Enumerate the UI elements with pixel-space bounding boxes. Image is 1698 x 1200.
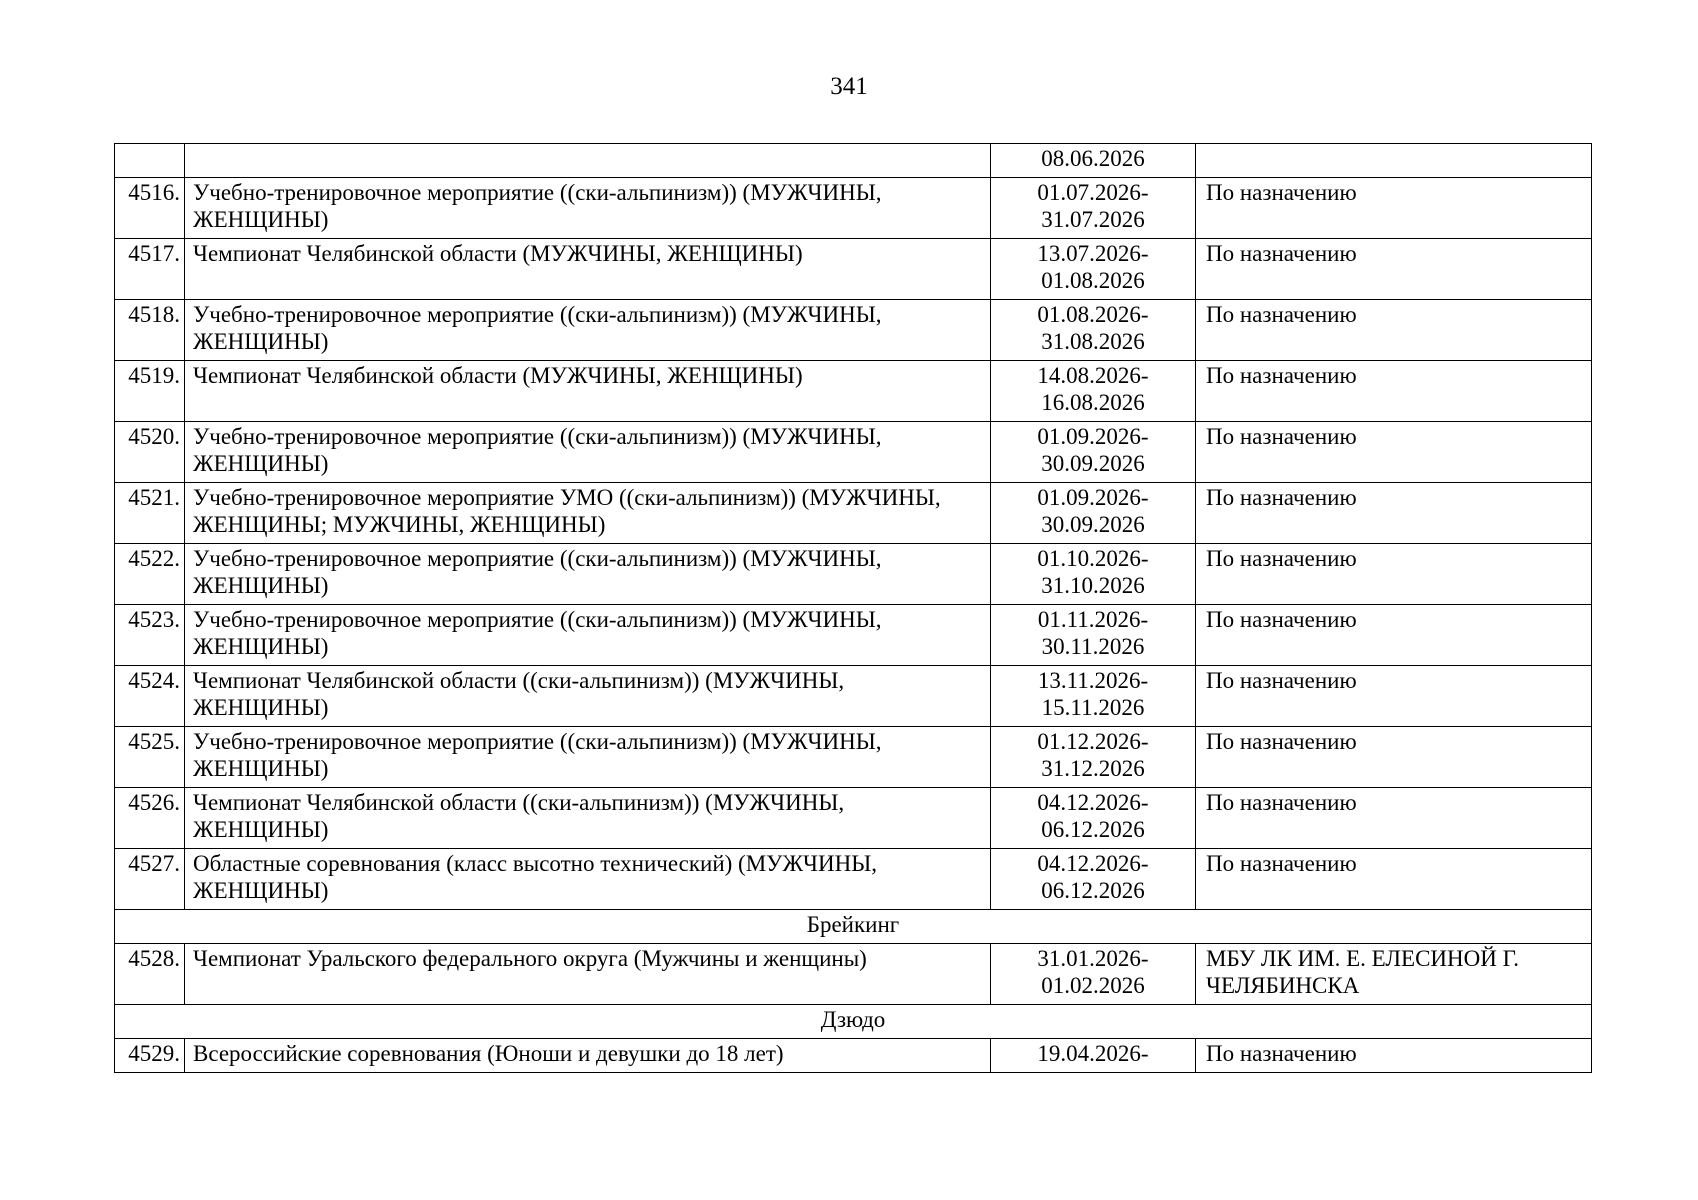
event-dates: 01.08.2026- 31.08.2026 bbox=[991, 300, 1196, 361]
row-number: 4519. bbox=[115, 361, 185, 422]
table-row bbox=[115, 1039, 1592, 1073]
section-header-row bbox=[115, 910, 1592, 944]
event-dates: 13.07.2026- 01.08.2026 bbox=[991, 239, 1196, 300]
table-row bbox=[115, 144, 1592, 178]
event-name: Учебно-тренировочное мероприятие ((ски-альпинизм)) (МУЖЧИНЫ, ЖЕНЩИНЫ) bbox=[185, 727, 991, 788]
event-dates: 08.06.2026 bbox=[991, 144, 1196, 178]
table-row bbox=[115, 178, 1592, 239]
row-number: 4520. bbox=[115, 422, 185, 483]
events-table bbox=[114, 143, 1592, 1073]
table-row bbox=[115, 727, 1592, 788]
event-place: По назначению bbox=[1196, 544, 1592, 605]
table-row bbox=[115, 483, 1592, 544]
event-name: Учебно-тренировочное мероприятие УМО ((ски-альпинизм)) (МУЖЧИНЫ, ЖЕНЩИНЫ; МУЖЧИНЫ, ЖЕНЩИНЫ) bbox=[185, 483, 991, 544]
event-place bbox=[1196, 144, 1592, 178]
row-number: 4518. bbox=[115, 300, 185, 361]
table-row bbox=[115, 605, 1592, 666]
event-place: По назначению bbox=[1196, 422, 1592, 483]
row-number: 4526. bbox=[115, 788, 185, 849]
table-row bbox=[115, 300, 1592, 361]
event-dates: 04.12.2026- 06.12.2026 bbox=[991, 788, 1196, 849]
event-place: По назначению bbox=[1196, 788, 1592, 849]
event-dates: 01.09.2026- 30.09.2026 bbox=[991, 483, 1196, 544]
table-row bbox=[115, 239, 1592, 300]
event-name: Учебно-тренировочное мероприятие ((ски-альпинизм)) (МУЖЧИНЫ, ЖЕНЩИНЫ) bbox=[185, 605, 991, 666]
event-place: По назначению bbox=[1196, 483, 1592, 544]
row-number: 4523. bbox=[115, 605, 185, 666]
event-name: Чемпионат Челябинской области (МУЖЧИНЫ, ЖЕНЩИНЫ) bbox=[185, 239, 991, 300]
table-row bbox=[115, 944, 1592, 1005]
page-number: 341 bbox=[830, 73, 868, 100]
row-number: 4521. bbox=[115, 483, 185, 544]
row-number: 4522. bbox=[115, 544, 185, 605]
event-name: Чемпионат Уральского федерального округа (Мужчины и женщины) bbox=[185, 944, 991, 1005]
events-table-body bbox=[115, 144, 1592, 1073]
event-dates: 01.12.2026- 31.12.2026 bbox=[991, 727, 1196, 788]
event-place: По назначению bbox=[1196, 300, 1592, 361]
event-name: Всероссийские соревнования (Юноши и девушки до 18 лет) bbox=[185, 1039, 991, 1073]
event-dates: 13.11.2026- 15.11.2026 bbox=[991, 666, 1196, 727]
event-place: МБУ ЛК ИМ. Е. ЕЛЕСИНОЙ Г. ЧЕЛЯБИНСКА bbox=[1196, 944, 1592, 1005]
event-name: Учебно-тренировочное мероприятие ((ски-альпинизм)) (МУЖЧИНЫ, ЖЕНЩИНЫ) bbox=[185, 422, 991, 483]
row-number: 4525. bbox=[115, 727, 185, 788]
event-name: Учебно-тренировочное мероприятие ((ски-альпинизм)) (МУЖЧИНЫ, ЖЕНЩИНЫ) bbox=[185, 178, 991, 239]
event-dates: 01.11.2026- 30.11.2026 bbox=[991, 605, 1196, 666]
table-row bbox=[115, 361, 1592, 422]
event-place: По назначению bbox=[1196, 849, 1592, 910]
event-name: Областные соревнования (класс высотно технический) (МУЖЧИНЫ, ЖЕНЩИНЫ) bbox=[185, 849, 991, 910]
event-place: По назначению bbox=[1196, 361, 1592, 422]
event-name: Учебно-тренировочное мероприятие ((ски-альпинизм)) (МУЖЧИНЫ, ЖЕНЩИНЫ) bbox=[185, 300, 991, 361]
event-dates: 19.04.2026- bbox=[991, 1039, 1196, 1073]
section-title-judo: Дзюдо bbox=[115, 1005, 1592, 1039]
event-name: Чемпионат Челябинской области ((ски-альпинизм)) (МУЖЧИНЫ, ЖЕНЩИНЫ) bbox=[185, 666, 991, 727]
table-row bbox=[115, 666, 1592, 727]
event-dates: 01.09.2026- 30.09.2026 bbox=[991, 422, 1196, 483]
table-row bbox=[115, 849, 1592, 910]
event-place: По назначению bbox=[1196, 239, 1592, 300]
table-row bbox=[115, 544, 1592, 605]
event-dates: 01.10.2026- 31.10.2026 bbox=[991, 544, 1196, 605]
row-number: 4524. bbox=[115, 666, 185, 727]
row-number: 4528. bbox=[115, 944, 185, 1005]
event-name: Учебно-тренировочное мероприятие ((ски-альпинизм)) (МУЖЧИНЫ, ЖЕНЩИНЫ) bbox=[185, 544, 991, 605]
event-name bbox=[185, 144, 991, 178]
event-place: По назначению bbox=[1196, 666, 1592, 727]
event-dates: 14.08.2026- 16.08.2026 bbox=[991, 361, 1196, 422]
event-name: Чемпионат Челябинской области (МУЖЧИНЫ, ЖЕНЩИНЫ) bbox=[185, 361, 991, 422]
row-number: 4517. bbox=[115, 239, 185, 300]
row-number: 4516. bbox=[115, 178, 185, 239]
event-dates: 01.07.2026- 31.07.2026 bbox=[991, 178, 1196, 239]
event-place: По назначению bbox=[1196, 605, 1592, 666]
section-header-row bbox=[115, 1005, 1592, 1039]
row-number: 4529. bbox=[115, 1039, 185, 1073]
event-place: По назначению bbox=[1196, 727, 1592, 788]
event-dates: 31.01.2026- 01.02.2026 bbox=[991, 944, 1196, 1005]
event-place: По назначению bbox=[1196, 178, 1592, 239]
table-row bbox=[115, 788, 1592, 849]
event-place: По назначению bbox=[1196, 1039, 1592, 1073]
row-number: 4527. bbox=[115, 849, 185, 910]
section-title-breaking: Брейкинг bbox=[115, 910, 1592, 944]
row-number bbox=[115, 144, 185, 178]
event-dates: 04.12.2026- 06.12.2026 bbox=[991, 849, 1196, 910]
event-name: Чемпионат Челябинской области ((ски-альпинизм)) (МУЖЧИНЫ, ЖЕНЩИНЫ) bbox=[185, 788, 991, 849]
table-row bbox=[115, 422, 1592, 483]
